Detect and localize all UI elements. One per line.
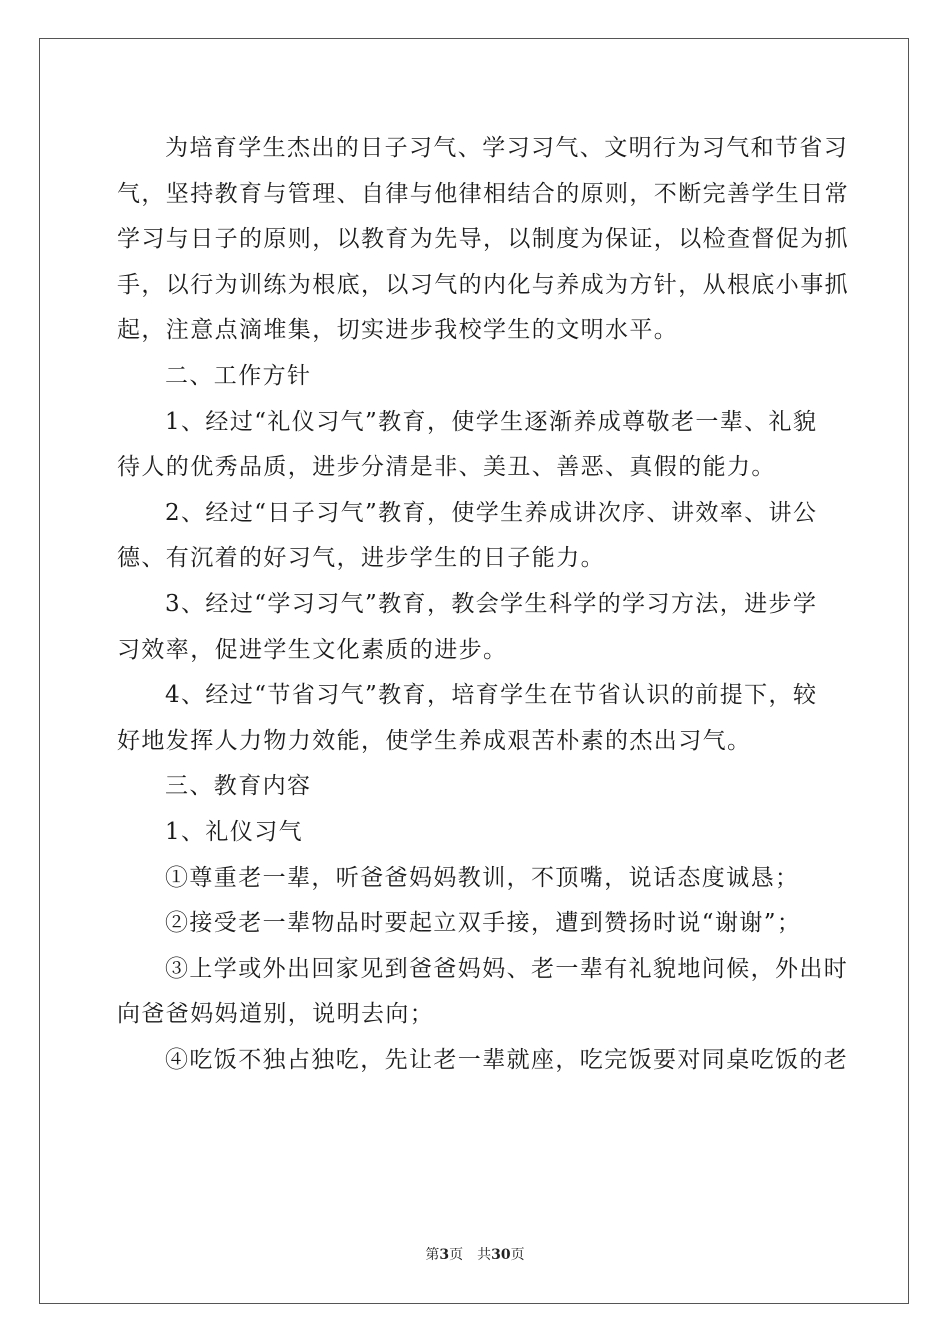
- text-line: 手，以行为训练为根底，以习气的内化与养成为方针，从根底小事抓: [117, 271, 849, 298]
- page-number: [425, 1247, 463, 1263]
- list-item-2: [117, 901, 835, 947]
- text-line: ③上学或外出回家见到爸爸妈妈、老一辈有礼貌地问候，外出时: [165, 955, 849, 982]
- text-line: 学习与日子的原则，以教育为先导，以制度为保证，以检查督促为抓: [117, 226, 849, 253]
- subsection-heading-etiquette: [117, 810, 835, 856]
- paragraph-goal-3: [117, 582, 835, 673]
- text-line: 向爸爸妈妈道别，说明去向；: [117, 1001, 435, 1028]
- section-heading: 二、工作方针: [165, 362, 312, 389]
- text-line: 为培育学生杰出的日子习气、学习习气、文明行为习气和节省习: [165, 135, 849, 161]
- list-item-3: [117, 947, 849, 1038]
- section-heading-education-content: [117, 764, 835, 810]
- page-footer: [0, 1246, 950, 1264]
- total-prefix: 共: [477, 1247, 492, 1263]
- text-line: 起，注意点滴堆集，切实进步我校学生的文明水平。: [117, 317, 679, 344]
- section-heading: 三、教育内容: [165, 773, 312, 800]
- text-line: 待人的优秀品质，进步分清是非、美丑、善恶、真假的能力。: [117, 454, 776, 481]
- page-current: 3: [439, 1247, 450, 1263]
- text-line: ④吃饭不独占独吃，先让老一辈就座，吃完饭要对同桌吃饭的老: [165, 1046, 849, 1073]
- text-line: 1、经过“礼仪习气”教育，使学生逐渐养成尊敬老一辈、礼貌: [165, 408, 818, 435]
- total-count: 30: [491, 1247, 511, 1263]
- subsection-heading: 1、礼仪习气: [165, 818, 304, 845]
- list-item-1: [117, 856, 835, 902]
- text-line: 德、有沉着的好习气，进步学生的日子能力。: [117, 545, 605, 572]
- text-line: 好地发挥人力物力效能，使学生养成艰苦朴素的杰出习气。: [117, 727, 752, 754]
- text-line: 习效率，促进学生文化素质的进步。: [117, 636, 508, 663]
- section-heading-work-goals: [117, 354, 835, 400]
- document-body: [117, 126, 849, 1083]
- text-line: 气，坚持教育与管理、自律与他律相结合的原则，不断完善学生日常: [117, 180, 849, 207]
- text-line: 2、经过“日子习气”教育，使学生养成讲次序、讲效率、讲公: [165, 499, 818, 526]
- page-prefix: 第: [425, 1247, 440, 1263]
- paragraph-intro: [117, 126, 849, 354]
- text-line: 3、经过“学习习气”教育，教会学生科学的学习方法，进步学: [165, 590, 818, 617]
- text-line: ②接受老一辈物品时要起立双手接，遭到赞扬时说“谢谢”；: [165, 910, 802, 937]
- page-suffix: 页: [449, 1247, 464, 1263]
- paragraph-goal-1: [117, 400, 835, 491]
- text-line: ①尊重老一辈，听爸爸妈妈教训，不顶嘴，说话态度诚恳；: [165, 864, 800, 891]
- total-suffix: 页: [510, 1247, 525, 1263]
- list-item-4: [117, 1038, 849, 1084]
- paragraph-goal-2: [117, 491, 835, 582]
- page-total: [477, 1247, 524, 1263]
- text-line: 4、经过“节省习气”教育，培育学生在节省认识的前提下，较: [165, 682, 818, 709]
- paragraph-goal-4: [117, 673, 835, 764]
